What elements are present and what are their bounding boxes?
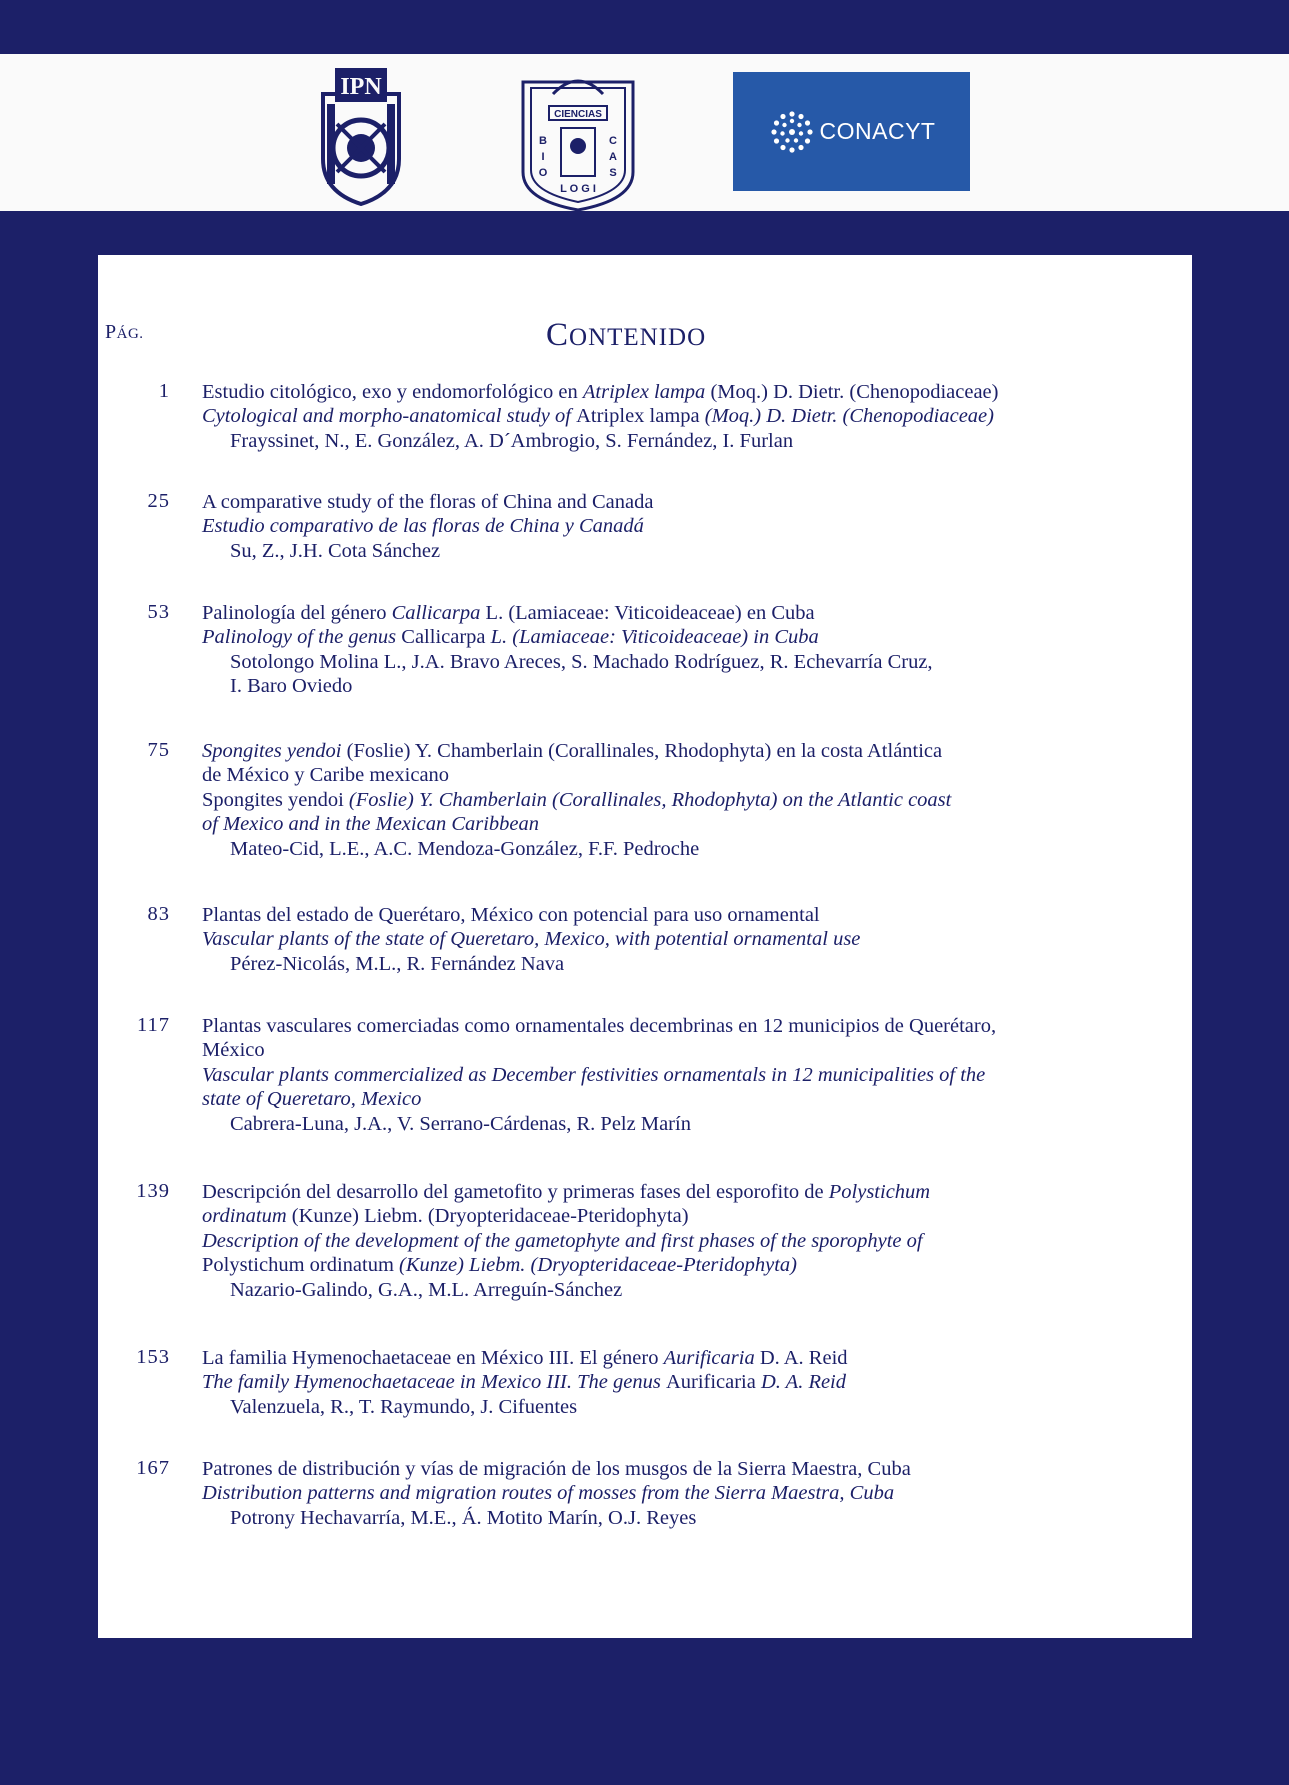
english-title: Distribution patterns and migration routes of mosses from the Sierra Maestra, Cuba	[202, 1482, 895, 1505]
english-title: Vascular plants commercialized as December festivities ornamentals in 12 municipalities of the	[202, 1063, 986, 1086]
english-title: Estudio comparativo de las floras de China y Canadá	[202, 515, 644, 538]
page-column-label	[105, 321, 144, 344]
conacyt-label: CONACYT	[819, 118, 936, 144]
english-title-cont: state of Queretaro, Mexico	[202, 1088, 422, 1111]
title-letters-rest: ONTENIDO	[569, 324, 707, 351]
svg-text:O: O	[538, 167, 548, 179]
spanish-title: La familia Hymenochaetaceae en México III. El género Aurificaria D. A. Reid	[202, 1347, 848, 1369]
entry-page-number: 75	[147, 739, 170, 761]
spanish-title: Patrones de distribución y vías de migración de los musgos de la Sierra Maestra, Cuba	[202, 1458, 911, 1480]
svg-text:I: I	[541, 151, 545, 163]
svg-text:A: A	[609, 151, 617, 163]
conacyt-dots-icon	[768, 108, 816, 156]
svg-text:B: B	[539, 135, 547, 147]
spanish-title: Spongites yendoi (Foslie) Y. Chamberlain (Corallinales, Rhodophyta) en la costa Atlántica	[202, 740, 943, 762]
english-title: Palinology of the genus Callicarpa L. (Lamiaceae: Viticoideaceae) in Cuba	[202, 626, 819, 649]
ipn-logo	[315, 64, 407, 206]
entry-page-number: 83	[147, 903, 170, 925]
authors: Nazario-Galindo, G.A., M.L. Arreguín-Sánchez	[230, 1278, 623, 1301]
entry-page-number: 167	[136, 1457, 170, 1479]
english-title: The family Hymenochaetaceae in Mexico III. The genus Aurificaria D. A. Reid	[202, 1371, 847, 1394]
contents-panel	[98, 255, 1192, 1638]
english-title: Vascular plants of the state of Queretaro, Mexico, with potential ornamental use	[202, 928, 861, 951]
authors: Pérez-Nicolás, M.L., R. Fernández Nava	[230, 952, 565, 975]
english-title: Description of the development of the gametophyte and first phases of the sporophyte of	[202, 1229, 923, 1252]
entry-page-number: 25	[147, 490, 170, 512]
english-title: Spongites yendoi (Foslie) Y. Chamberlain (Corallinales, Rhodophyta) on the Atlantic coast	[202, 788, 952, 811]
spanish-title-cont: México	[202, 1039, 265, 1062]
spanish-title: Plantas del estado de Querétaro, México con potencial para uso ornamental	[202, 904, 820, 926]
authors: Frayssinet, N., E. González, A. D´Ambrogio, S. Fernández, I. Furlan	[230, 429, 794, 452]
conacyt-logo	[733, 72, 970, 191]
spanish-title: Estudio citológico, exo y endomorfológico en Atriplex lampa (Moq.) D. Dietr. (Chenopodiaceae)	[202, 381, 999, 403]
authors: Su, Z., J.H. Cota Sánchez	[230, 539, 441, 562]
english-title-cont: of Mexico and in the Mexican Caribbean	[202, 813, 540, 836]
authors: Sotolongo Molina L., J.A. Bravo Areces, S. Machado Rodríguez, R. Echevarría Cruz,	[230, 650, 933, 673]
entry-page-number: 139	[136, 1180, 170, 1202]
pag-letter-p: P	[105, 321, 117, 343]
svg-text:S: S	[609, 167, 617, 179]
authors: Potrony Hechavarría, M.E., Á. Motito Marín, O.J. Reyes	[230, 1506, 697, 1529]
page-title	[546, 317, 706, 354]
svg-text:C: C	[609, 135, 617, 147]
entry-page-number: 117	[137, 1014, 170, 1036]
spanish-title-cont: de México y Caribe mexicano	[202, 764, 450, 787]
title-letter-c: C	[546, 317, 570, 353]
authors: Valenzuela, R., T. Raymundo, J. Cifuentes	[230, 1395, 578, 1418]
entry-page-number: 1	[158, 380, 170, 402]
entry-page-number: 153	[136, 1346, 170, 1368]
english-title-cont: Polystichum ordinatum (Kunze) Liebm. (Dryopteridaceae-Pteridophyta)	[202, 1254, 797, 1277]
spanish-title: Palinología del género Callicarpa L. (Lamiaceae: Viticoideaceae) en Cuba	[202, 602, 815, 624]
encb-logo	[513, 64, 643, 212]
svg-text:CIENCIAS: CIENCIAS	[554, 109, 602, 120]
authors: Mateo-Cid, L.E., A.C. Mendoza-González, F.F. Pedroche	[230, 837, 700, 860]
authors: I. Baro Oviedo	[230, 675, 353, 698]
pag-letters-rest: ÁG.	[116, 326, 144, 342]
logo-band	[0, 54, 1289, 211]
english-title: Cytological and morpho-anatomical study of Atriplex lampa (Moq.) D. Dietr. (Chenopodiaceae)	[202, 405, 994, 428]
spanish-title: A comparative study of the floras of China and Canada	[202, 491, 654, 513]
spanish-title: Descripción del desarrollo del gametofito y primeras fases del esporofito de Polystichum	[202, 1181, 931, 1203]
spanish-title-cont: ordinatum (Kunze) Liebm. (Dryopteridaceae-Pteridophyta)	[202, 1205, 689, 1228]
svg-text:IPN: IPN	[340, 74, 382, 100]
authors: Cabrera-Luna, J.A., V. Serrano-Cárdenas, R. Pelz Marín	[230, 1112, 691, 1135]
spanish-title: Plantas vasculares comerciadas como ornamentales decembrinas en 12 municipios de Querétaro,	[202, 1015, 997, 1037]
svg-text:L O G I: L O G I	[560, 183, 596, 195]
entry-page-number: 53	[147, 601, 170, 623]
